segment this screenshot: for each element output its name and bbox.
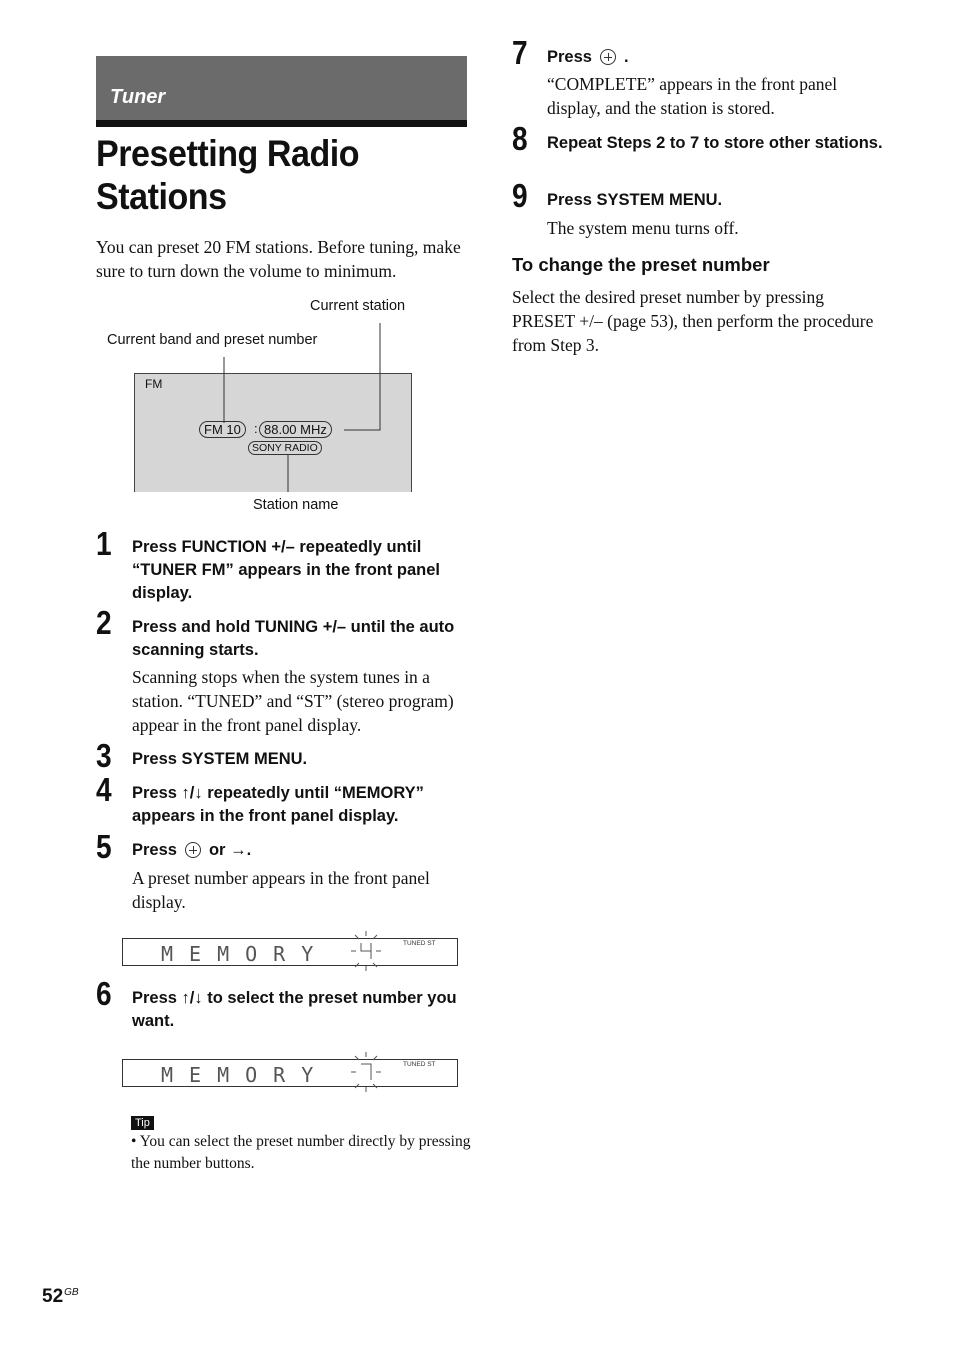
up-down-arrows-icon: ↑/↓ — [181, 989, 203, 1007]
display-band: FM — [145, 377, 163, 391]
step-5-description: A preset number appears in the front panel display. — [132, 868, 430, 912]
tip-badge: Tip — [131, 1116, 154, 1130]
step-number-6: 6 — [96, 975, 112, 1012]
display-preset: FM 10 — [199, 421, 246, 438]
step-2-description: Scanning stops when the system tunes in a station. “TUNED” and “ST” (stereo program) appear in the front panel display. — [132, 667, 454, 735]
step-number-1: 1 — [96, 525, 112, 562]
lcd-text-1: MEMORY — [161, 942, 330, 966]
step-number-7: 7 — [512, 34, 528, 71]
step-8-instruction: Repeat Steps 2 to 7 to store other stations. — [547, 134, 883, 152]
step-number-5: 5 — [96, 828, 112, 865]
step-6-instruction: Press ↑/↓ to select the preset number you want. — [132, 989, 457, 1030]
memory-display-2 — [122, 1059, 458, 1087]
blinking-digit-icon — [351, 1052, 381, 1092]
step-9-description: The system menu turns off. — [547, 218, 739, 238]
display-separator: : — [254, 421, 258, 436]
step-number-9: 9 — [512, 177, 528, 214]
step-number-2: 2 — [96, 604, 112, 641]
lcd-text-2: MEMORY — [161, 1063, 330, 1087]
up-down-arrows-icon: ↑/↓ — [181, 784, 203, 802]
step-4-instruction: Press ↑/↓ repeatedly until “MEMORY” appears in the front panel display. — [132, 784, 424, 825]
blinking-digit-icon — [351, 931, 381, 971]
tip-text: • You can select the preset number directly by pressing the number buttons. — [131, 1133, 471, 1172]
step-9-instruction: Press SYSTEM MENU. — [547, 191, 723, 209]
memory-display-1 — [122, 938, 458, 966]
step-1-instruction: Press FUNCTION +/– repeatedly until “TUNER FM” appears in the front panel display. — [132, 538, 441, 602]
step-7-instruction: Press . — [547, 48, 629, 66]
change-preset-heading: To change the preset number — [512, 254, 770, 275]
step-7-description: “COMPLETE” appears in the front panel display, and the station is stored. — [547, 74, 838, 118]
step-5-instruction: Press or →. — [132, 841, 252, 859]
enter-button-icon — [600, 49, 616, 65]
label-station-name: Station name — [253, 497, 339, 513]
page-title-line-2: Stations — [96, 176, 227, 217]
display-station-name: SONY RADIO — [248, 441, 322, 455]
page-title-line-1: Presetting Radio — [96, 133, 360, 174]
step-number-8: 8 — [512, 120, 528, 157]
label-current-band-preset: Current band and preset number — [107, 332, 318, 348]
step-number-4: 4 — [96, 771, 112, 808]
display-frequency: 88.00 MHz — [259, 421, 332, 438]
label-current-station: Current station — [310, 298, 406, 314]
section-label: Tuner — [110, 86, 166, 108]
page-number: $52^{GB}$ — [42, 1286, 79, 1307]
lcd-indicator-1: TUNED ST — [403, 940, 436, 947]
change-preset-body: Select the desired preset number by pressing PRESET +/– (page 53), then perform the procedure from Step 3. — [512, 287, 874, 355]
enter-button-icon — [185, 842, 201, 858]
step-number-3: 3 — [96, 737, 112, 774]
lcd-indicator-2: TUNED ST — [403, 1061, 436, 1068]
right-arrow-icon: → — [230, 841, 247, 859]
step-3-instruction: Press SYSTEM MENU. — [132, 750, 308, 768]
step-2-instruction: Press and hold TUNING +/– until the auto scanning starts. — [132, 618, 455, 659]
intro-paragraph: You can preset 20 FM stations. Before tuning, make sure to turn down the volume to minimum. — [96, 237, 461, 281]
